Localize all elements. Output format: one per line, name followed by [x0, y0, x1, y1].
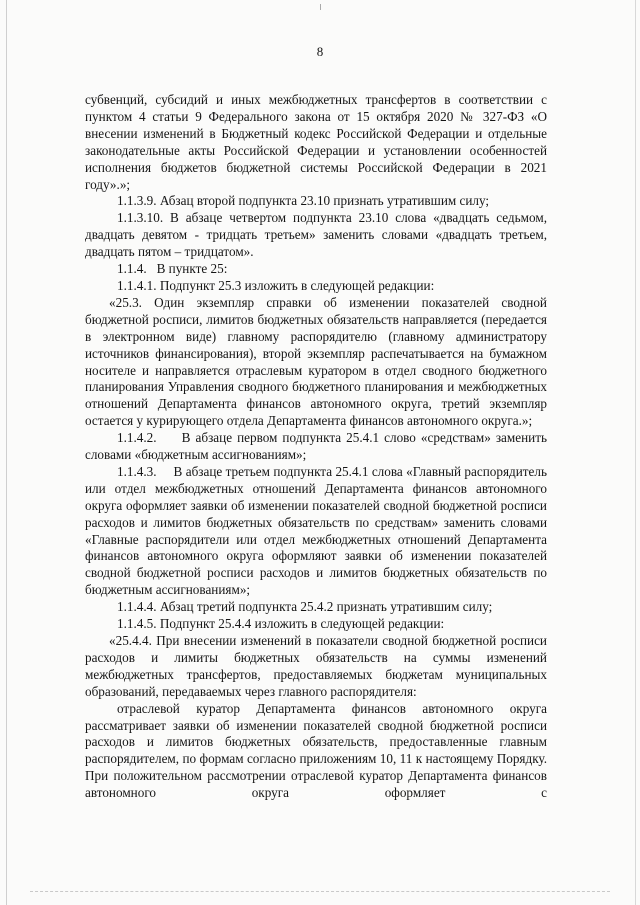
scan-bottom-line [30, 891, 610, 893]
scan-top-mark [320, 4, 321, 10]
paragraph-continuation: субвенций, субсидий и иных межбюджетных трансфертов в соответствии с пунктом 4 статьи 9 Федерального закона от 15 октября 2020 № 327-ФЗ «О внесении изменений в Бюджетный кодекс Российской Федерации и отдельные законодательные акты Российской Федерации и установлении особенностей исполнения бюджетов бюджетной системы Российской Федерации в 2021 году».»; [85, 92, 547, 192]
paragraph-1-1-4-1: 1.1.4.1. Подпункт 25.3 изложить в следующей редакции: [117, 277, 435, 293]
scan-left-edge [6, 0, 7, 905]
paragraph-1-1-3-9: 1.1.3.9. Абзац второй подпункта 23.10 признать утратившим силу; [117, 193, 490, 209]
scan-right-edge [635, 0, 636, 905]
paragraph-1-1-4-3: 1.1.4.3. В абзаце третьем подпункта 25.4.1 слова «Главный распорядитель или отдел межбюджетных отношений Департамента финансов автономного округа оформляет заявки об изменении показателей сводной бюджетной росписи расходов и лимитов бюджетных обязательств по средствам» заменить словами «Главные распорядители или отдел межбюджетных отношений Департамента финансов автономного округа оформляют заявки об изменении показателей сводной бюджетной росписи расходов и лимитов бюджетных обязательств по бюджетным ассигнованиям»; [85, 463, 551, 598]
paragraph-1-1-4-5: 1.1.4.5. Подпункт 25.4.4 изложить в следующей редакции: [117, 616, 445, 632]
paragraph-curator: отраслевой куратор Департамента финансов автономного округа рассматривает заявки об изменении показателей сводной бюджетной росписи расходов и лимитов бюджетных обязательств, предоставленные главным распорядителем, по формам согласно приложениям 10, 11 к настоящему Порядку. При положительном рассмотрении отраслевой куратор Департамента финансов автономного округа оформляет с [85, 700, 547, 801]
paragraph-1-1-4: 1.1.4. В пункте 25: [117, 261, 228, 277]
paragraph-25-3-quote: «25.3. Один экземпляр справки об изменении показателей сводной бюджетной росписи, лимитов бюджетных обязательств направляется (передается в электронном виде) главному распорядителю (главному администратору источников финансирования), второй экземпляр распечатывается на бумажном носителе и направляется отраслевым куратором в отдел сводного бюджетного планирования Управления сводного бюджетного планирования и межбюджетных отношений Департамента финансов автономного округа, третий экземпляр остается у курирующего отдела Департамента финансов автономного округа.»; [85, 294, 547, 429]
paragraph-25-4-4-quote: «25.4.4. При внесении изменений в показатели сводной бюджетной росписи расходов и лимиты бюджетных обязательств на суммы изменений межбюджетных трансфертов, предоставляемых бюджетам муниципальных образований, передаваемых через главного распорядителя: [85, 633, 547, 699]
paragraph-1-1-3-10: 1.1.3.10. В абзаце четвертом подпункта 23.10 слова «двадцать седьмом, двадцать девятом - тридцать третьем» заменить словами «двадцать третьем, двадцать пятом – тридцатом». [85, 210, 547, 260]
page-number: 8 [316, 44, 324, 59]
paragraph-1-1-4-2: 1.1.4.2. В абзаце первом подпункта 25.4.1 слово «средствам» заменить словами «бюджетным ассигнованиям»; [85, 430, 551, 463]
document-body [85, 92, 551, 802]
paragraph-1-1-4-4: 1.1.4.4. Абзац третий подпункта 25.4.2 признать утратившим силу; [117, 599, 493, 615]
